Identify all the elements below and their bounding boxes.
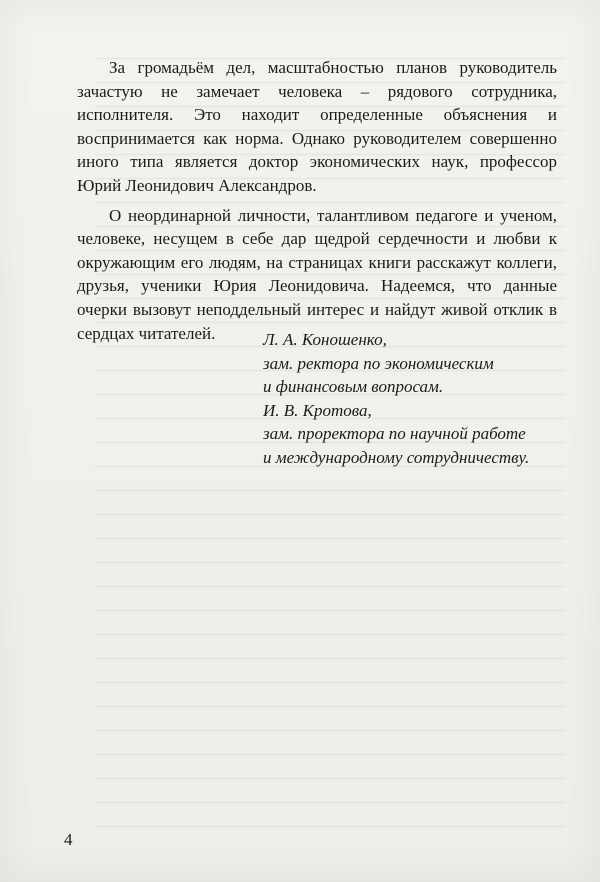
- signature-line: и финансовым вопросам.: [263, 377, 444, 397]
- signature-line: И. В. Кротова,: [263, 400, 372, 420]
- signature-block: [263, 328, 563, 470]
- paragraph: О неординарной личности, талантливом педагоге и ученом, человеке, несущем в себе дар щедрой сердечности и любви к окружающим его людям, на страницах книги расскажут коллеги, друзья, ученики Юрия Леонидовича. Надеемся, что данные очерки вызовут неподдельный интерес и найдут живой отклик в сердцах читателей.: [77, 205, 557, 343]
- signature-line: зам. проректора по научной работе: [263, 424, 526, 444]
- signature-line: зам. ректора по экономическим: [263, 353, 494, 373]
- signature-line: и международному сотрудничеству.: [263, 447, 530, 467]
- page-number: 4: [64, 830, 73, 849]
- main-text: [77, 56, 557, 345]
- paragraph: За громадьём дел, масштабностью планов руководитель зачастую не замечает человека – рядового сотрудника, исполнителя. Это находит определенные объяснения и воспринимается как норма. Однако руководителем совершенно иного типа является доктор экономических наук, профессор Юрий Леонидович Александров.: [77, 58, 557, 195]
- signature-line: Л. А. Коношенко,: [263, 330, 387, 349]
